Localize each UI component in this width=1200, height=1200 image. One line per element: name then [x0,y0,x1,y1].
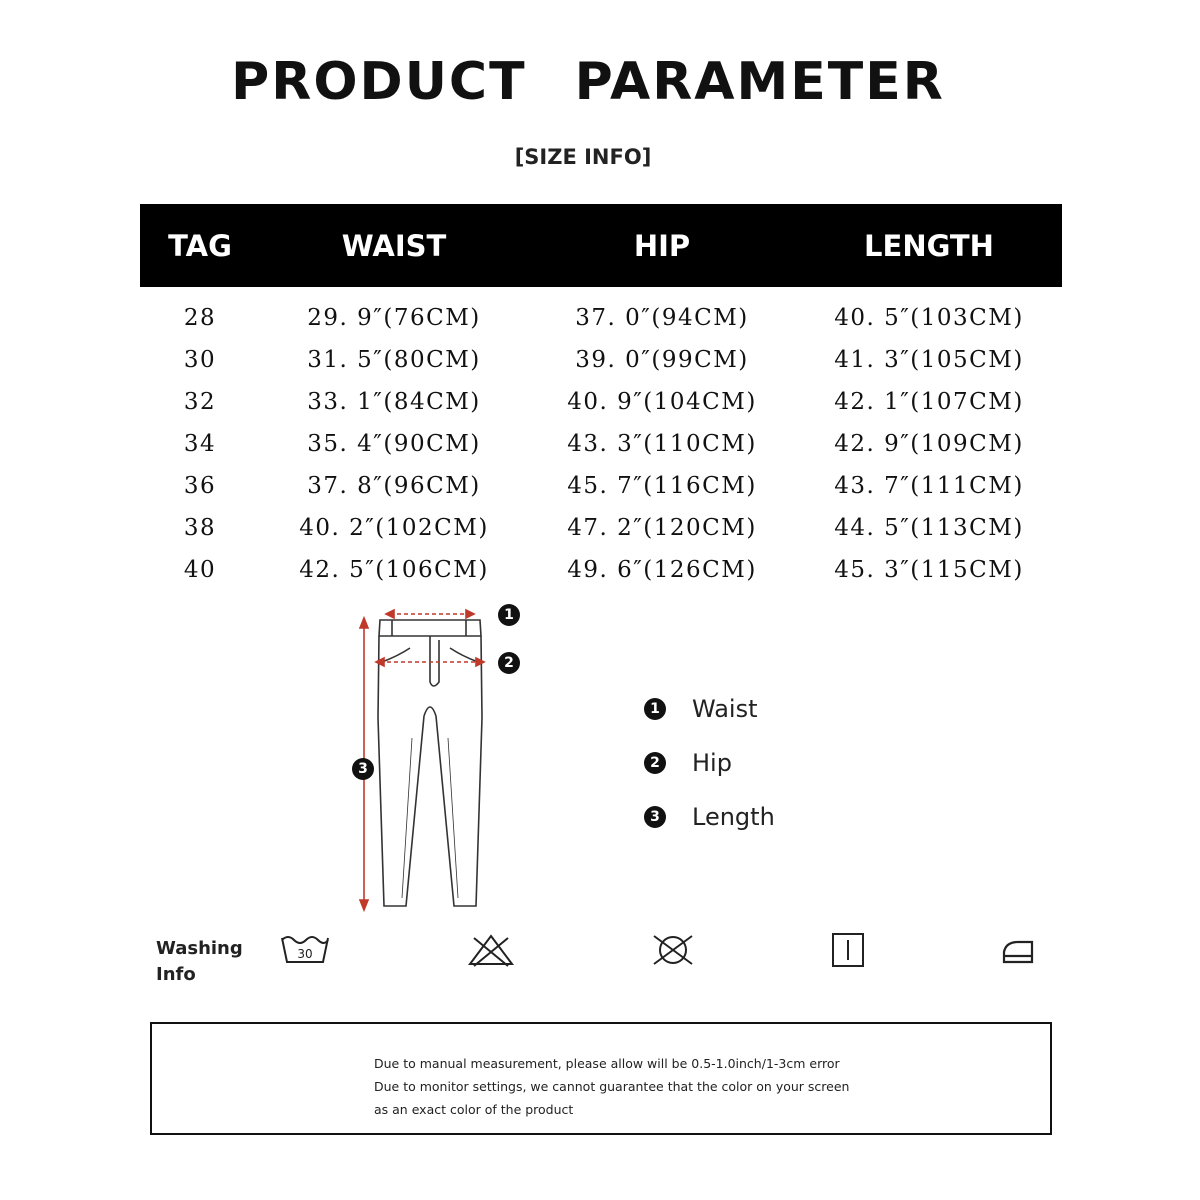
table-row [140,549,1062,591]
legend-number: 2 [644,752,666,774]
no-bleach-icon [464,930,518,970]
cell-tag: 32 [183,389,217,415]
no-tumble-dry-icon [646,930,700,970]
line-dry-icon [822,930,876,970]
column-header-length: LENGTH [864,228,994,263]
cell-waist: 40. 2″(102CM) [299,515,489,541]
table-row [140,297,1062,339]
cell-length: 43. 7″(111CM) [834,473,1024,499]
legend-label: Hip [692,749,732,777]
cell-length: 42. 1″(107CM) [834,389,1024,415]
column-header-hip: HIP [633,228,691,263]
cell-length: 44. 5″(113CM) [834,515,1024,541]
cell-tag: 30 [183,347,217,373]
notice-line: as an exact color of the product [374,1102,574,1117]
washing-info-label: Washing Info [156,938,243,985]
cell-length: 40. 5″(103CM) [834,305,1024,331]
cell-length: 41. 3″(105CM) [834,347,1024,373]
cell-hip: 40. 9″(104CM) [567,389,757,415]
size-table-body [140,287,1062,591]
cell-waist: 35. 4″(90CM) [307,431,481,457]
legend-label: Length [692,803,775,831]
column-header-waist: WAIST [341,228,447,263]
cell-waist: 29. 9″(76CM) [307,305,481,331]
table-row [140,465,1062,507]
cell-hip: 43. 3″(110CM) [567,431,757,457]
wash-30-icon [278,930,332,970]
wash-temp-label: 30 [297,947,313,961]
measurement-notice [150,1022,1052,1135]
cell-tag: 38 [183,515,217,541]
table-row [140,423,1062,465]
marker-hip: 2 [498,652,520,674]
pants-measurement-diagram [340,598,540,918]
legend-number: 3 [644,806,666,828]
measurement-legend [644,682,775,844]
cell-waist: 37. 8″(96CM) [307,473,481,499]
table-row [140,339,1062,381]
cell-tag: 34 [183,431,217,457]
iron-icon [994,930,1048,970]
page-title: PRODUCT PARAMETER [231,52,945,112]
legend-item-hip [644,736,775,790]
table-row [140,381,1062,423]
cell-waist: 42. 5″(106CM) [299,557,489,583]
cell-hip: 37. 0″(94CM) [575,305,749,331]
notice-line: Due to monitor settings, we cannot guarantee that the color on your screen [374,1079,850,1094]
notice-line: Due to manual measurement, please allow will be 0.5-1.0inch/1-3cm error [374,1056,840,1071]
cell-tag: 28 [183,305,217,331]
cell-tag: 36 [183,473,217,499]
size-table-header [140,204,1062,287]
marker-waist: 1 [498,604,520,626]
legend-label: Waist [692,695,758,723]
legend-item-waist [644,682,775,736]
legend-number: 1 [644,698,666,720]
cell-tag: 40 [183,557,217,583]
column-header-tag: TAG [168,228,232,263]
pants-outline-icon [340,598,540,918]
cell-length: 42. 9″(109CM) [834,431,1024,457]
cell-hip: 47. 2″(120CM) [567,515,757,541]
size-info-subtitle: [SIZE INFO] [514,145,652,169]
marker-length: 3 [352,758,374,780]
legend-item-length [644,790,775,844]
notice-text [374,1052,849,1121]
cell-waist: 31. 5″(80CM) [307,347,481,373]
cell-hip: 39. 0″(99CM) [575,347,749,373]
cell-waist: 33. 1″(84CM) [307,389,481,415]
cell-hip: 45. 7″(116CM) [567,473,757,499]
table-row [140,507,1062,549]
cell-length: 45. 3″(115CM) [834,557,1024,583]
cell-hip: 49. 6″(126CM) [567,557,757,583]
size-table [140,204,1062,591]
